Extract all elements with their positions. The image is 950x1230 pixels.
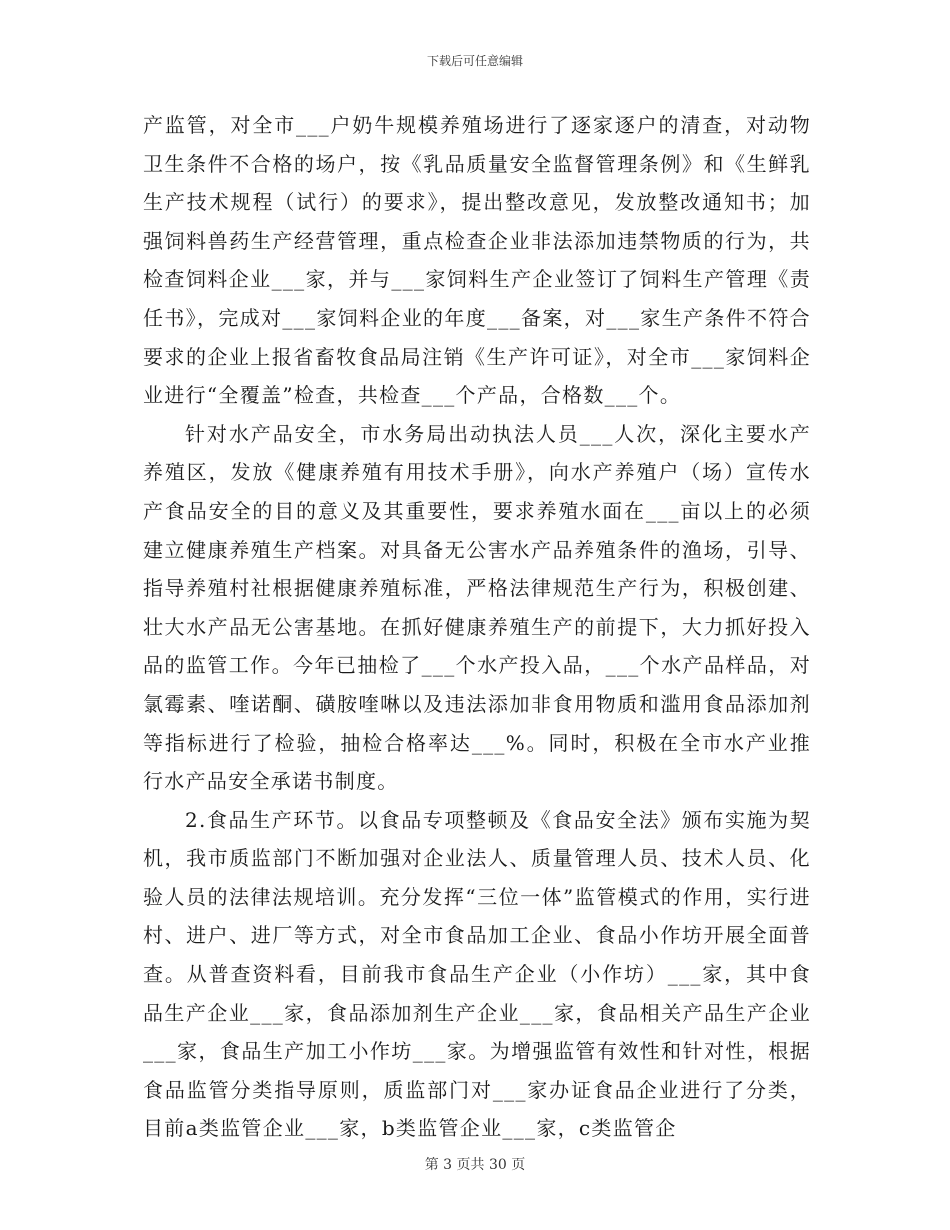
page-number: 第 3 页共 30 页 (424, 1157, 526, 1173)
page-header: 下载后可任意编辑 (426, 54, 523, 68)
paragraph-livestock-feed: 产监管，对全市___户奶牛规模养殖场进行了逐家逐户的清查，对动物卫生条件不合格的场户，按《乳品质量安全监督管理条例》和《生鲜乳生产技术规程（试行）的要求》，提出整改意见，发放整改通知书；加强饲料兽药生产经营管理，重点检查企业非法添加违禁物质的行为，共检查饲料企业___家，并与___家饲料生产企业签订了饲料生产管理《责任书》，完成对___家饲料企业的年度___备案，对___家生产条件不符合要求的企业上报省畜牧食品局注销《生产许可证》，对全市___家饲料企业进行“全覆盖”检查，共检查___个产品，合格数___个。 (143, 113, 811, 408)
document-body (143, 106, 811, 1148)
paragraph-aquatic-products: 针对水产品安全，市水务局出动执法人员___人次，深化主要水产养殖区，发放《健康养殖有用技术手册》，向水产养殖户（场）宣传水产食品安全的目的意义及其重要性，要求养殖水面在___亩以上的必须建立健康养殖生产档案。对具备无公害水产品养殖条件的渔场，引导、指导养殖村社根据健康养殖标准，严格法律规范生产行为，积极创建、壮大水产品无公害基地。在抓好健康养殖生产的前提下，大力抓好投入品的监管工作。今年已抽检了___个水产投入品，___个水产品样品，对氯霉素、喹诺酮、磺胺喹啉以及违法添加非食用物质和滥用食品添加剂等指标进行了检验，抽检合格率达___%。同时，积极在全市水产业推行水产品安全承诺书制度。 (143, 421, 811, 794)
paragraph-food-production: 2.食品生产环节。以食品专项整顿及《食品安全法》颁布实施为契机，我市质监部门不断加强对企业法人、质量管理人员、技术人员、化验人员的法律法规培训。充分发挥“三位一体”监管模式的作用，实行进村、进户、进厂等方式，对全市食品加工企业、食品小作坊开展全面普查。从普查资料看，目前我市食品生产企业（小作坊）___家，其中食品生产企业___家，食品添加剂生产企业___家，食品相关产品生产企业___家，食品生产加工小作坊___家。为增强监管有效性和针对性，根据食品监管分类指导原则，质监部门对___家办证食品企业进行了分类，目前a类监管企业___家，b类监管企业___家，c类监管企 (143, 807, 811, 1141)
